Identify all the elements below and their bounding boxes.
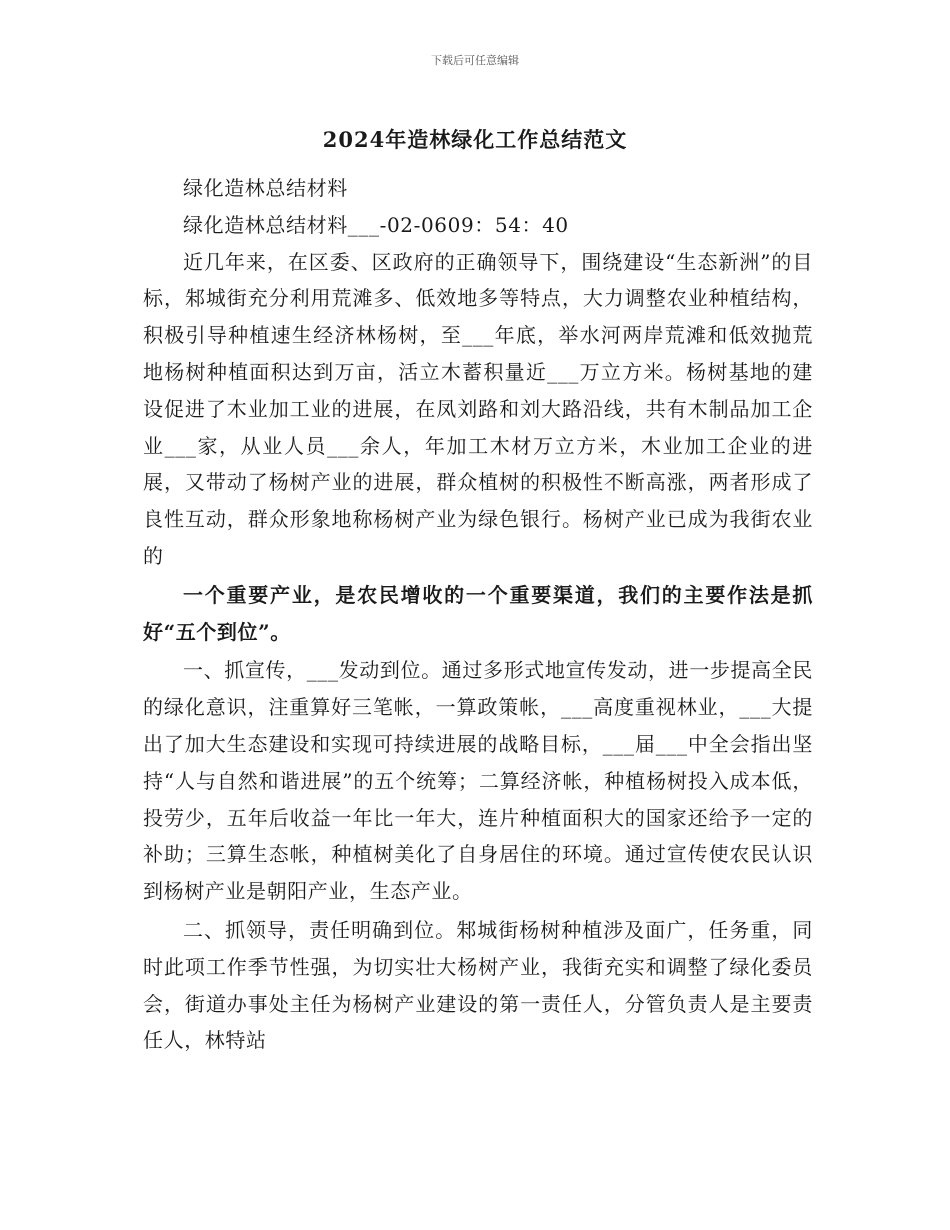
paragraph-section-two: 二、抓领导，责任明确到位。邾城街杨树种植涉及面广，任务重，同时此项工作季节性强，为切实壮大杨树产业，我街充实和调整了绿化委员会，街道办事处主任为杨树产业建设的第一责任人，分管负责人是主要责任人，林特站 [143,917,813,1053]
document-body [143,170,813,1059]
paragraph-subtitle: 绿化造林总结材料 [183,176,348,200]
document-title: 2024年造林绿化工作总结范文 [322,127,628,152]
paragraph-section-one: 一、抓宣传，___发动到位。通过多形式地宣传发动，进一步提高全民的绿化意识，注重算好三笔帐，一算政策帐，___高度重视林业，___大提出了加大生态建设和实现可持续进展的战略目标，___届___中全会指出坚持“人与自然和谐进展”的五个统筹；二算经济帐，种植杨树投入成本低，投劳少，五年后收益一年比一年大，连片种植面积大的国家还给予一定的补助；三算生态帐，种植树美化了自身居住的环境。通过宣传使农民认识到杨树产业是朝阳产业，生态产业。 [143,658,813,904]
paragraph-subtitle-date: 绿化造林总结材料___-02-0609：54：40 [183,212,569,237]
paragraph-key-point: 一个重要产业，是农民增收的一个重要渠道，我们的主要作法是抓好“五个到位”。 [143,582,813,644]
paragraph-intro: 近几年来，在区委、区政府的正确领导下，围绕建设“生态新洲”的目标，邾城街充分利用荒滩多、低效地多等特点，大力调整农业种植结构，积极引导种植速生经济林杨树，至___年底，举水河两岸荒滩和低效抛荒地杨树种植面积达到万亩，活立木蓄积量近___万立方米。杨树基地的建设促进了木业加工业的进展，在凤刘路和刘大路沿线，共有木制品加工企业___家，从业人员___余人，年加工木材万立方米，木业加工企业的进展，又带动了杨树产业的进展，群众植树的积极性不断高涨，两者形成了良性互动，群众形象地称杨树产业为绿色银行。杨树产业已成为我街农业的 [143,249,813,568]
page-header-note: 下载后可任意编辑 [431,54,519,67]
